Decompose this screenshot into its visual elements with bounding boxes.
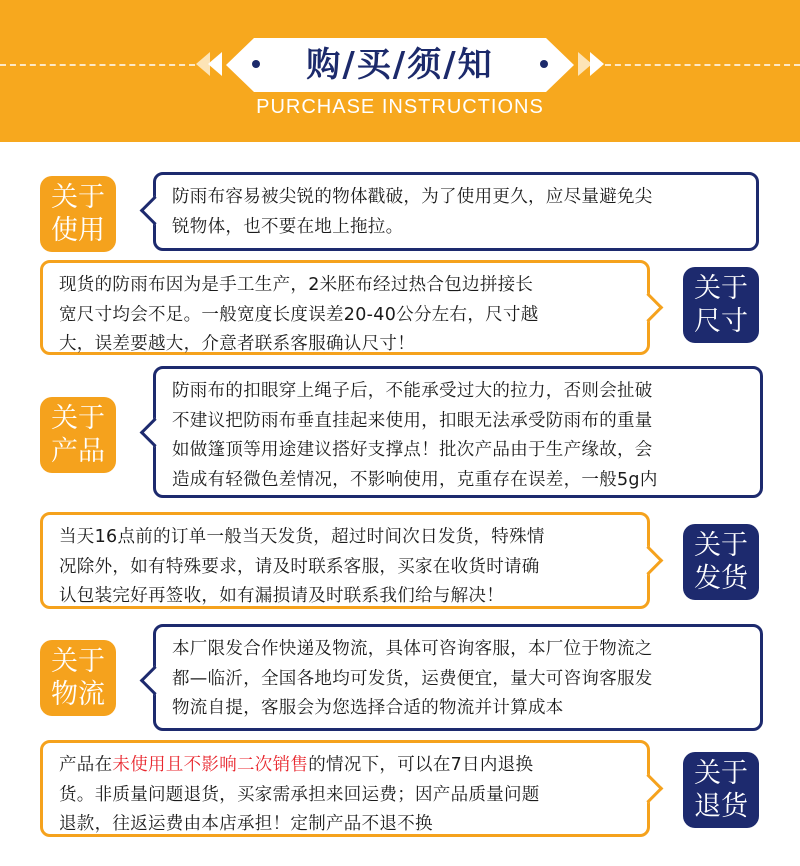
info-box-returns bbox=[40, 740, 650, 837]
page-title: 购/买/须/知 bbox=[306, 45, 494, 85]
info-box-shipping: 当天16点前的订单一般当天发货，超过时间次日发货，特殊情 况除外，如有特殊要求，请及时联系客服，买家在收货时请确 认包装完好再签收，如有漏损请及时联系我们给与解决！ bbox=[40, 512, 650, 609]
page-subtitle: PURCHASE INSTRUCTIONS bbox=[256, 96, 544, 118]
returns-highlight: 未使用且不影响二次销售 bbox=[112, 755, 309, 775]
header-dash-right bbox=[595, 64, 800, 66]
tag-shipping: 关于 发货 bbox=[683, 524, 759, 600]
tag-returns: 关于 退货 bbox=[683, 752, 759, 828]
tag-product: 关于 产品 bbox=[40, 397, 116, 473]
info-box-logistics: 本厂限发合作快递及物流，具体可咨询客服，本厂位于物流之 都—临沂，全国各地均可发货，运费便宜，量大可咨询客服发 物流自提，客服会为您选择合适的物流并计算成本 bbox=[153, 624, 763, 731]
tag-usage: 关于 使用 bbox=[40, 176, 116, 252]
returns-text-pre: 产品在 bbox=[59, 755, 113, 775]
returns-text-post: 的情况下，可以在7日内退换 货。非质量问题退货，买家需承担来回运费；因产品质量问题 退款，往返运费由本店承担！定制产品不退不换 bbox=[59, 755, 540, 834]
header-dash-left bbox=[0, 64, 205, 66]
tag-size: 关于 尺寸 bbox=[683, 267, 759, 343]
tag-logistics: 关于 物流 bbox=[40, 640, 116, 716]
chevron-right-icon bbox=[590, 52, 604, 76]
info-box-size: 现货的防雨布因为是手工生产，2米胚布经过热合包边拼接长 宽尺寸均会不足。一般宽度长度误差20-40公分左右，尺寸越 大，误差要越大，介意者联系客服确认尺寸！ bbox=[40, 260, 650, 355]
info-box-product: 防雨布的扣眼穿上绳子后，不能承受过大的拉力，否则会扯破 不建议把防雨布垂直挂起来使用，扣眼无法承受防雨布的重量 如做篷顶等用途建议搭好支撑点！批次产品由于生产缘故，会 造成有轻微色差情况，不影响使用，克重存在误差，一般5g内 bbox=[153, 366, 763, 498]
chevron-left-icon bbox=[208, 52, 222, 76]
info-box-usage: 防雨布容易被尖锐的物体戳破，为了使用更久，应尽量避免尖 锐物体，也不要在地上拖拉。 bbox=[153, 172, 759, 251]
